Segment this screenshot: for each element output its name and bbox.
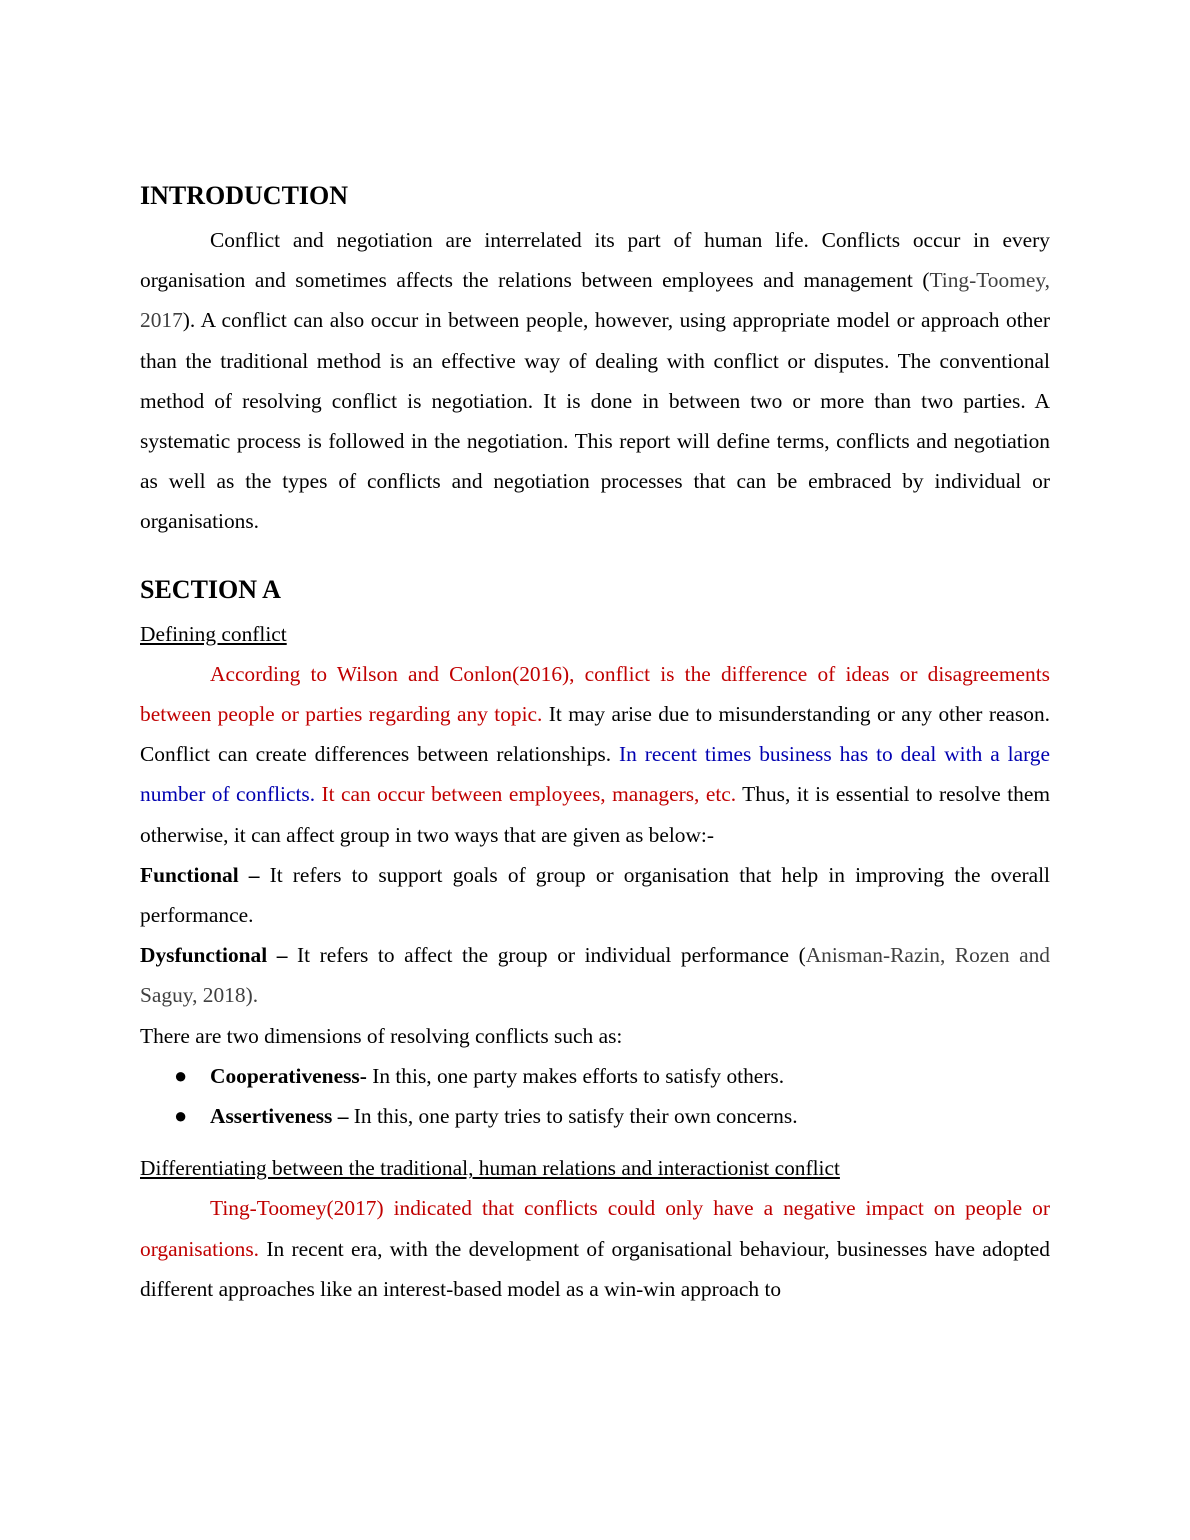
intro-text-a: Conflict and negotiation are interrelated its part of human life. Conflicts occur in every organisation and sometimes affects the relations between employees and management (: [140, 228, 1050, 293]
section-a-heading: SECTION A: [140, 574, 281, 604]
list-item: [140, 1096, 1050, 1136]
dysfunctional-term: Dysfunctional –: [140, 943, 288, 968]
defining-red-2: It can occur between employees, managers, etc.: [315, 782, 737, 807]
functional-text: It refers to support goals of group or organisation that help in improving the overall performance.: [140, 862, 1050, 928]
introduction-heading: INTRODUCTION: [140, 181, 349, 210]
dysfunctional-paragraph: [140, 935, 1050, 1015]
introduction-paragraph: [140, 220, 1050, 542]
dimension-text: In this, one party tries to satisfy their own concerns.: [348, 1104, 798, 1129]
functional-term: Functional –: [140, 862, 260, 887]
dimensions-intro: There are two dimensions of resolving conflicts such as:: [140, 1023, 623, 1048]
functional-paragraph: [140, 855, 1050, 935]
dimensions-list: [140, 1056, 1050, 1136]
dysfunctional-text: It refers to affect the group or individual performance (: [287, 943, 806, 968]
differentiating-black-1: In recent era, with the development of organisational behaviour, businesses have adopted different approaches like an interest-based model as a win-win approach to: [140, 1236, 1050, 1301]
dimension-term: Assertiveness –: [210, 1104, 349, 1129]
differentiating-red-1: Ting-Toomey(2017) indicated that conflicts could only have a negative impact on people or organisations.: [140, 1196, 1050, 1261]
dysfunctional-close: ).: [245, 983, 259, 1008]
bullet-icon: ●: [174, 1103, 188, 1129]
defining-blue-1: In recent times business has to deal with a large number of conflicts.: [140, 742, 1050, 807]
dimension-text: In this, one party makes efforts to satisfy others.: [366, 1063, 785, 1088]
list-item: [140, 1056, 1050, 1096]
differentiating-paragraph: [140, 1188, 1050, 1309]
dimension-term: Cooperativeness-: [210, 1063, 367, 1088]
intro-citation: Ting-Toomey, 2017: [140, 268, 1050, 333]
defining-red-1: According to Wilson and Conlon(2016), conflict is the difference of ideas or disagreements between people or parties regarding any topic.: [140, 661, 1050, 727]
defining-black-2: Thus, it is essential to resolve them otherwise, it can affect group in two ways that are given as below:-: [140, 782, 1050, 847]
differentiating-subheading: Differentiating between the traditional, human relations and interactionist conflict: [140, 1156, 840, 1181]
dysfunctional-citation: Anisman-Razin, Rozen and Saguy, 2018: [140, 943, 1050, 1008]
document-page: [140, 178, 1050, 1309]
defining-black-1: It may arise due to misunderstanding or any other reason. Conflict can create differences between relationships.: [140, 702, 1050, 767]
bullet-icon: ●: [174, 1062, 188, 1088]
defining-conflict-paragraph: [140, 654, 1050, 855]
defining-conflict-subheading: Defining conflict: [140, 621, 287, 646]
intro-text-b: ). A conflict can also occur in between people, however, using appropriate model or approach other than the traditional method is an effective way of dealing with conflict or disputes. The conventional method of resolving conflict is negotiation. It is done in between two or more than two parties. A systematic process is followed in the negotiation. This report will define terms, conflicts and negotiation as well as the types of conflicts and negotiation processes that can be embraced by individual or organisations.: [140, 308, 1050, 534]
